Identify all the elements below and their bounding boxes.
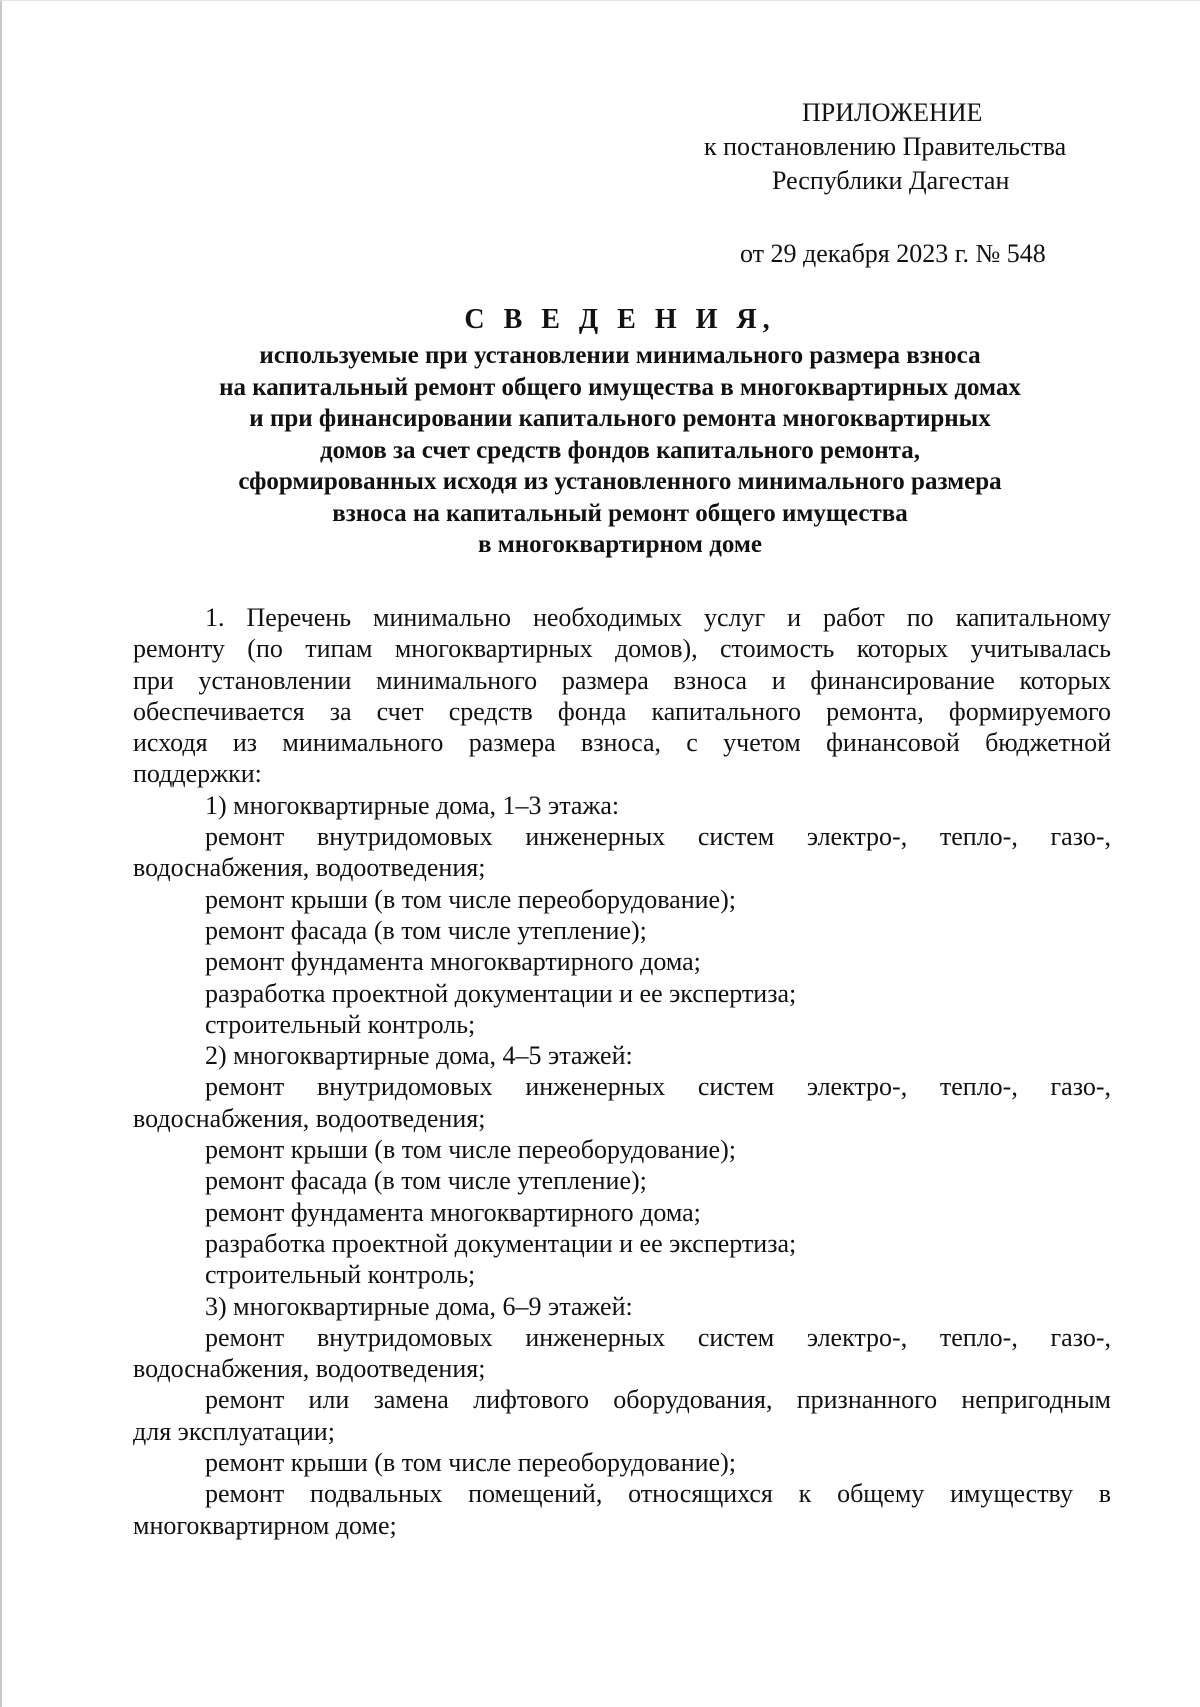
list-item-continuation: водоснабжения, водоотведения;: [133, 1103, 486, 1133]
list-item: ремонт крыши (в том числе переоборудование);: [205, 1135, 736, 1165]
title-main: С В Е Д Е Н И Я,: [464, 304, 776, 335]
body-line: ремонту (по типам многоквартирных домов), стоимость которых учитывалась: [133, 634, 1111, 664]
list-item: строительный контроль;: [205, 1260, 476, 1290]
appendix-header: [690, 96, 1150, 271]
list-item-continuation: водоснабжения, водоотведения;: [133, 1354, 486, 1384]
body-line: поддержки:: [133, 759, 262, 789]
list-item: ремонт крыши (в том числе переоборудование);: [205, 884, 736, 914]
list-item: ремонт подвальных помещений, относящихся к общему имуществу в: [205, 1479, 1111, 1509]
document-title: [130, 300, 1110, 561]
title-line: домов за счет средств фондов капитального ремонта,: [319, 436, 920, 464]
body-line: 1. Перечень минимально необходимых услуг и работ по капитальному: [205, 603, 1111, 632]
title-line: на капитальный ремонт общего имущества в многоквартирных домах: [219, 373, 1021, 401]
title-line: и при финансировании капитального ремонта многоквартирных: [249, 405, 991, 432]
list-item: ремонт внутридомовых инженерных систем электро-, тепло-, газо-,: [205, 822, 1111, 852]
list-item-continuation: водоснабжения, водоотведения;: [133, 853, 486, 883]
document-body: [133, 602, 1111, 1541]
list-item: разработка проектной документации и ее экспертиза;: [205, 978, 797, 1008]
list-item-continuation: многоквартирном доме;: [133, 1510, 397, 1540]
appendix-date-number: от 29 декабря 2023 г. № 548: [740, 239, 1046, 268]
appendix-republic: Республики Дагестан: [772, 166, 1010, 195]
list-item: строительный контроль;: [205, 1009, 476, 1039]
list-heading: 1) многоквартирные дома, 1–3 этажа:: [205, 790, 620, 820]
list-item: ремонт крыши (в том числе переоборудование);: [205, 1448, 736, 1478]
body-line: исходя из минимального размера взноса, с учетом финансовой бюджетной: [133, 728, 1111, 758]
title-line: в многоквартирном доме: [478, 531, 762, 558]
list-item: разработка проектной документации и ее экспертиза;: [205, 1228, 797, 1258]
list-item: ремонт или замена лифтового оборудования, признанного непригодным: [205, 1385, 1111, 1415]
scan-left-edge: [0, 0, 2, 1707]
list-item: ремонт внутридомовых инженерных систем электро-, тепло-, газо-,: [205, 1322, 1111, 1352]
list-item-continuation: для эксплуатации;: [133, 1416, 335, 1446]
body-line: обеспечивается за счет средств фонда капитального ремонта, формируемого: [133, 696, 1111, 726]
scan-top-edge: [0, 0, 1200, 1]
list-item: ремонт фасада (в том числе утепление);: [205, 915, 647, 945]
title-line: сформированных исходя из установленного минимального размера: [238, 468, 1002, 495]
title-line: используемые при установлении минимального размера взноса: [259, 342, 981, 369]
title-line: взноса на капитальный ремонт общего имущества: [332, 499, 908, 527]
list-item: ремонт фундамента многоквартирного дома;: [205, 947, 701, 977]
appendix-label: ПРИЛОЖЕНИЕ: [802, 98, 983, 127]
list-item: ремонт фасада (в том числе утепление);: [205, 1166, 647, 1196]
list-item: ремонт внутридомовых инженерных систем электро-, тепло-, газо-,: [205, 1072, 1111, 1102]
list-heading: 3) многоквартирные дома, 6–9 этажей:: [205, 1291, 633, 1321]
appendix-resolution-ref: к постановлению Правительства: [704, 132, 1067, 161]
body-line: при установлении минимального размера взноса и финансирование которых: [133, 665, 1111, 695]
list-item: ремонт фундамента многоквартирного дома;: [205, 1197, 701, 1227]
list-heading: 2) многоквартирные дома, 4–5 этажей:: [205, 1041, 633, 1071]
